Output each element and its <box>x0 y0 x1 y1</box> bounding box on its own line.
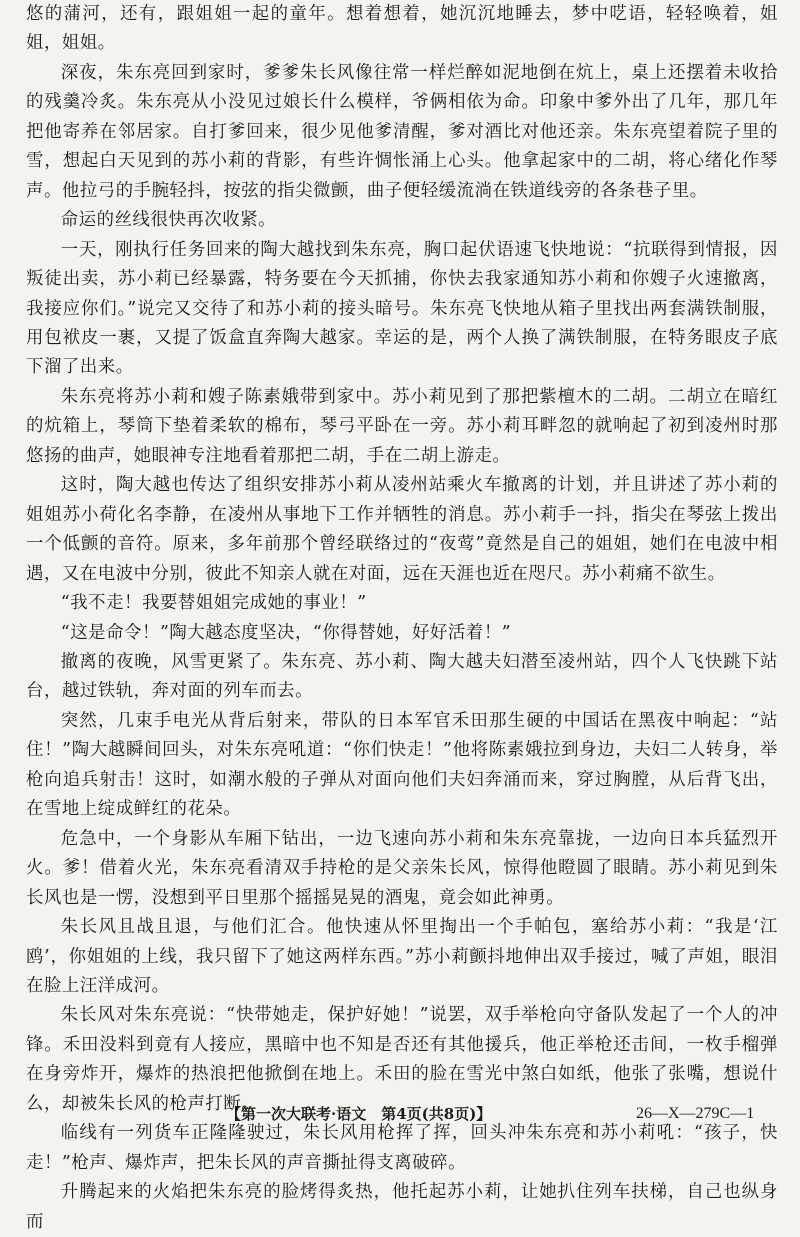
paragraph: 悠的蒲河，还有，跟姐姐一起的童年。想着想着，她沉沉地睡去，梦中呓语，轻轻唤着，姐姐，姐姐。 <box>26 4 778 54</box>
paragraph: “这是命令！”陶大越态度坚决，“你得替她，好好活着！” <box>60 622 512 643</box>
paragraph: 朱长风且战且退，与他们汇合。他快速从怀里掏出一个手帕包，塞给苏小莉：“我是‘江鸥’，你姐姐的上线，我只留下了她这两样东西。”苏小莉颤抖地伸出双手接过，喊了声姐，眼泪在脸上汪洋成河。 <box>26 917 778 996</box>
paragraph: 撤离的夜晚，风雪更紧了。朱东亮、苏小莉、陶大越夫妇潜至凌州站，四个人飞快跳下站台，越过铁轨，奔对面的列车而去。 <box>26 651 778 702</box>
paragraph: 命运的丝线很快再次收紧。 <box>60 210 277 231</box>
paragraph: “我不走！我要替姐姐完成她的事业！” <box>60 593 367 614</box>
footer-exam-info: 【第一次大联考·语文 第4页(共8页)】 <box>226 1105 492 1123</box>
paragraph: 深夜，朱东亮回到家时，爹爹朱长风像往常一样烂醉如泥地倒在炕上，桌上还摆着未收拾的残羹冷炙。朱东亮从小没见过娘长什么模样，爷俩相依为命。印象中爹外出了几年，那几年把他寄养在邻居家。自打爹回来，很少见他爹清醒，爹对酒比对他还亲。朱东亮望着院子里的雪，想起白天见到的苏小莉的背影，有些许惆怅涌上心头。他拿起家中的二胡，将心绪化作琴声。他拉弓的手腕轻抖，按弦的指尖微颤，曲子便轻缓流淌在铁道线旁的各条巷子里。 <box>26 62 778 201</box>
paragraph: 临线有一列货车正隆隆驶过，朱长风用枪挥了挥，回头冲朱东亮和苏小莉吼：“孩子，快走！”枪声、爆炸声，把朱长风的声音撕扯得支离破碎。 <box>26 1123 778 1173</box>
page-footer <box>0 1101 800 1127</box>
paragraph: 突然，几束手电光从背后射来，带队的日本军官禾田那生硬的中国话在黑夜中响起：“站住！”陶大越瞬间回头，对朱东亮吼道：“你们快走！”他将陈素娥拉到身边，夫妇二人转身，举枪向追兵射击！这时，如潮水般的子弹从对面向他们夫妇奔涌而来，穿过胸膛，从后背飞出，在雪地上绽成鲜红的花朵。 <box>26 710 778 820</box>
paragraph: 这时，陶大越也传达了组织安排苏小莉从凌州站乘火车撤离的计划，并且讲述了苏小莉的姐姐苏小荷化名李静，在凌州从事地下工作并牺牲的消息。苏小莉手一抖，指尖在琴弦上拨出一个低颤的音符。原来，多年前那个曾经联络过的“夜莺”竟然是自己的姐姐，她们在电波中相遇，又在电波中分别，彼此不知亲人就在对面，远在天涯也近在咫尺。苏小莉痛不欲生。 <box>26 475 778 584</box>
paragraph: 一天，刚执行任务回来的陶大越找到朱东亮，胸口起伏语速飞快地说：“抗联得到情报，因叛徒出卖，苏小莉已经暴露，特务要在今天抓捕，你快去我家通知苏小莉和你嫂子火速撤离，我接应你们。”说完又交待了和苏小莉的接头暗号。朱东亮飞快地从箱子里找出两套满铁制服，用包袱皮一裹，又提了饭盒直奔陶大越家。幸运的是，两个人换了满铁制服，在特务眼皮子底下溜了出来。 <box>26 239 778 378</box>
footer-paper-code: 26—X—279C—1 <box>636 1105 755 1122</box>
paragraph: 危急中，一个身影从车厢下钻出，一边飞速向苏小莉和朱东亮靠拢，一边向日本兵猛烈开火。爹！借着火光，朱东亮看清双手持枪的是父亲朱长风，惊得他瞪圆了眼睛。苏小莉见到朱长风也是一愣，没想到平日里那个摇摇晃晃的酒鬼，竟会如此神勇。 <box>26 828 778 908</box>
paragraph: 朱长风对朱东亮说：“快带她走，保护好她！”说罢，双手举枪向守备队发起了一个人的冲锋。禾田没料到竟有人接应，黑暗中也不知是否还有其他援兵，他正举枪还击间，一枚手榴弹在身旁炸开，爆炸的热浪把他掀倒在地上。禾田的脸在雪光中煞白如纸，他张了张嘴，想说什么，却被朱长风的枪声打断。 <box>26 1005 778 1114</box>
reading-passage <box>26 0 778 1237</box>
paragraph: 朱东亮将苏小莉和嫂子陈素娥带到家中。苏小莉见到了那把紫檀木的二胡。二胡立在暗红的炕箱上，琴筒下垫着柔软的棉布，琴弓平卧在一旁。苏小莉耳畔忽的就响起了初到凌州时那悠扬的曲声，她眼神专注地看着那把二胡，手在二胡上游走。 <box>26 386 778 466</box>
paragraph: 升腾起来的火焰把朱东亮的脸烤得炙热，他托起苏小莉，让她扒住列车扶梯，自己也纵身而 <box>26 1182 778 1232</box>
